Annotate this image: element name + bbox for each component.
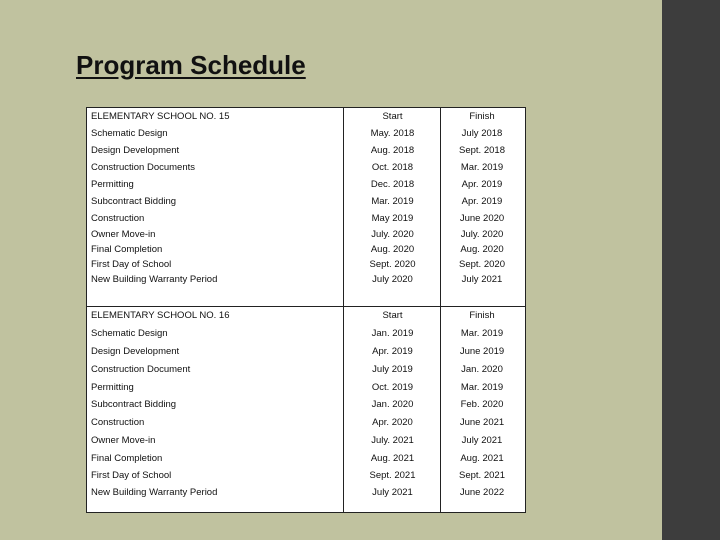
finish-cell: June 2020 [459,213,505,224]
page-title: Program Schedule [76,50,306,80]
table-header-row [87,309,525,323]
schedule-table [86,107,526,513]
finish-cell: Apr. 2019 [461,196,503,207]
task-cell: Owner Move-in [91,435,156,446]
start-cell: July. 2021 [371,435,414,446]
start-cell: Dec. 2018 [370,179,415,190]
finish-cell: Sept. 2021 [459,470,505,481]
finish-cell: July 2021 [461,274,503,285]
finish-cell: July 2021 [461,435,503,446]
start-cell: Start [382,310,403,321]
table-row [87,416,525,430]
finish-cell: July 2018 [461,128,503,139]
task-cell: Design Development [91,346,180,357]
start-cell: Aug. 2018 [370,145,415,156]
finish-cell: Sept. 2020 [459,259,505,270]
table-header-row [87,110,525,124]
start-cell: Aug. 2021 [370,453,415,464]
finish-cell: Aug. 2020 [460,244,504,255]
start-cell: Aug. 2020 [370,244,415,255]
start-cell: Apr. 2020 [372,417,413,428]
task-cell: ELEMENTARY SCHOOL NO. 15 [91,111,230,122]
start-cell: May 2019 [371,213,414,224]
finish-cell: Sept. 2018 [459,145,505,156]
task-cell: ELEMENTARY SCHOOL NO. 16 [91,310,230,321]
task-cell: Design Development [91,145,180,156]
table-row [87,243,525,257]
table-row [87,327,525,341]
finish-cell: Jan. 2020 [461,364,503,375]
finish-cell: Finish [469,310,495,321]
task-cell: Construction [91,417,145,428]
start-cell: Jan. 2019 [371,328,414,339]
task-cell: Subcontract Bidding [91,196,177,207]
finish-cell: June 2021 [459,417,505,428]
finish-cell: Apr. 2019 [461,179,503,190]
right-side-bar [662,0,720,540]
table-row [87,195,525,209]
task-cell: Permitting [91,382,134,393]
finish-cell: Mar. 2019 [460,382,504,393]
start-cell: July 2020 [372,274,413,285]
table-row [87,144,525,158]
table-row [87,363,525,377]
task-cell: Final Completion [91,453,163,464]
task-cell: New Building Warranty Period [91,274,218,285]
table-row [87,345,525,359]
task-cell: First Day of School [91,259,172,270]
task-cell: Owner Move-in [91,229,156,240]
finish-cell: Mar. 2019 [460,162,504,173]
table-row [87,452,525,466]
task-cell: Schematic Design [91,128,168,139]
table-row [87,469,525,483]
table-row [87,273,525,287]
task-cell: New Building Warranty Period [91,487,218,498]
table-row [87,228,525,242]
table-row [87,258,525,272]
task-cell: Final Completion [91,244,163,255]
start-cell: Jan. 2020 [371,399,414,410]
table-row [87,161,525,175]
table-row [87,381,525,395]
start-cell: July 2021 [372,487,413,498]
start-cell: Sept. 2021 [369,470,416,481]
finish-cell: June 2022 [459,487,505,498]
section-divider [87,306,525,307]
task-cell: First Day of School [91,470,172,481]
start-cell: Apr. 2019 [372,346,413,357]
task-cell: Construction Documents [91,162,196,173]
start-cell: Start [382,111,403,122]
finish-cell: Feb. 2020 [460,399,504,410]
start-cell: May. 2018 [370,128,415,139]
table-row [87,486,525,500]
finish-cell: July. 2020 [460,229,504,240]
finish-cell: Mar. 2019 [460,328,504,339]
start-cell: Oct. 2019 [371,382,414,393]
table-row [87,212,525,226]
table-row [87,398,525,412]
task-cell: Schematic Design [91,328,168,339]
table-row [87,434,525,448]
finish-cell: June 2019 [459,346,505,357]
start-cell: July. 2020 [371,229,414,240]
task-cell: Subcontract Bidding [91,399,177,410]
start-cell: July 2019 [372,364,413,375]
task-cell: Construction Document [91,364,191,375]
task-cell: Permitting [91,179,134,190]
finish-cell: Aug. 2021 [460,453,504,464]
start-cell: Sept. 2020 [369,259,416,270]
start-cell: Mar. 2019 [371,196,414,207]
finish-cell: Finish [469,111,495,122]
start-cell: Oct. 2018 [371,162,414,173]
table-row [87,127,525,141]
table-row [87,178,525,192]
task-cell: Construction [91,213,145,224]
